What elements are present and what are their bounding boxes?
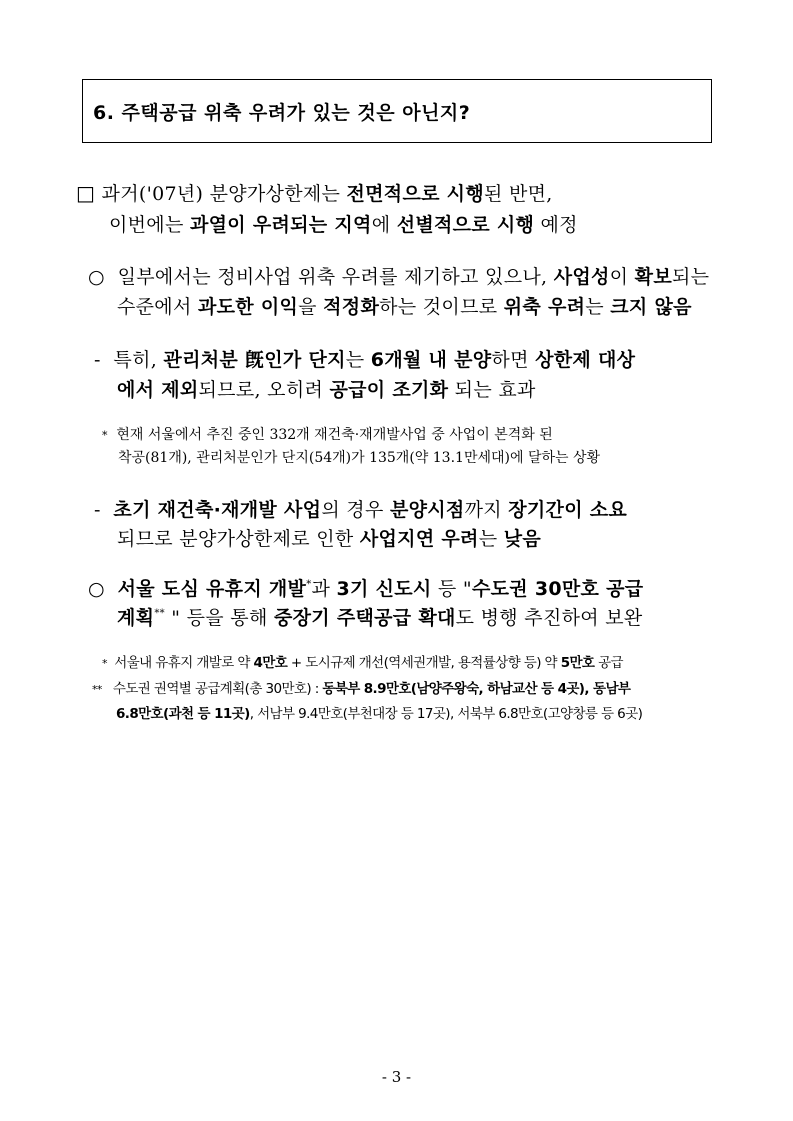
bold-text: 분양시점 — [389, 499, 465, 521]
text: 을 — [298, 296, 324, 318]
bold-text: 초기 재건축·재개발 사업 — [113, 499, 322, 521]
bold-text: 6개월 내 분양 — [370, 349, 492, 371]
bold-text: 장기간이 소요 — [508, 499, 628, 521]
footnote-line — [116, 702, 642, 722]
footnote-text: 현재 서울에서 추진 중인 332개 재건축·재개발사업 중 사업이 본격화 된 — [116, 427, 553, 443]
paragraph-line — [117, 524, 541, 551]
text: 도 병행 추진하여 보완 — [455, 607, 643, 629]
text: 과거('07년) 분양가상한제는 — [101, 183, 347, 205]
text: 이 — [609, 266, 635, 288]
bold-text: 서울 도심 유휴지 개발 — [117, 578, 307, 600]
footnote-line — [102, 424, 553, 444]
bold-text: 적정화 — [323, 296, 380, 318]
text: 는 — [585, 296, 611, 318]
paragraph-line — [94, 495, 627, 522]
bold-text: 전면적으로 시행 — [346, 183, 484, 205]
paragraph-line — [109, 210, 578, 237]
bold-text: 과도한 이익 — [197, 296, 299, 318]
footnote-bold: 5만호 — [560, 655, 595, 671]
paragraph-line — [94, 345, 635, 372]
circle-bullet-icon: ○ — [88, 578, 105, 600]
footnote-text: 서울내 유휴지 개발로 약 — [114, 655, 254, 671]
text: 된 반면, — [484, 183, 553, 205]
footnote-ref: * — [306, 579, 312, 590]
bold-text: 공급이 조기화 — [329, 379, 449, 401]
bold-text: 선별적으로 시행 — [396, 214, 535, 236]
bold-text: 확보 — [634, 266, 672, 288]
text: 는 — [345, 349, 371, 371]
text: 의 경우 — [321, 499, 390, 521]
paragraph-line — [117, 292, 692, 319]
text: 되므로 분양가상한제로 인한 — [117, 528, 360, 550]
paragraph-line — [117, 375, 536, 402]
footnote-bold: 4만호 — [253, 655, 288, 671]
bold-text: 수도권 30만호 공급 — [471, 578, 644, 600]
paragraph-line — [88, 262, 709, 289]
text: 되므로, 오히려 — [198, 379, 330, 401]
text: 는 — [478, 528, 504, 550]
paragraph-line — [76, 179, 553, 206]
footnote-bold: 6.8만호(과천 등 11곳) — [116, 706, 250, 722]
text: 에 — [371, 214, 397, 236]
bold-text: 계획 — [117, 607, 155, 629]
text: 하는 것이므로 — [379, 296, 504, 318]
bold-text: 관리처분 旣인가 단지 — [163, 349, 346, 371]
section-title: 6. 주택공급 위축 우려가 있는 것은 아닌지? — [93, 102, 471, 124]
bold-text: 상한제 대상 — [535, 349, 636, 371]
text: 이번에는 — [109, 214, 190, 236]
bold-text: 위축 우려 — [503, 296, 586, 318]
text: 되는 효과 — [448, 379, 536, 401]
text: 하면 — [491, 349, 536, 371]
footnote-text: , 서남부 9.4만호(부천대장 등 17곳), 서북부 6.8만호(고양창릉 등 6곳) — [249, 706, 643, 722]
asterisk-marker: * — [102, 429, 108, 442]
bold-text: 낮음 — [503, 528, 542, 550]
bold-text: 중장기 주택공급 확대 — [273, 607, 456, 629]
bold-text: 사업지연 우려 — [359, 528, 479, 550]
page-number: - 3 - — [381, 1068, 412, 1086]
text: 일부에서는 정비사업 위축 우려를 제기하고 있으나, — [117, 266, 554, 288]
text: 까지 — [464, 499, 509, 521]
text: 과 — [311, 578, 337, 600]
footnote-bold: 동북부 8.9만호(남양주왕숙, 하남교산 등 4곳), 동남부 — [322, 681, 631, 697]
asterisk-marker: * — [102, 657, 107, 670]
bold-text: 과열이 우려되는 지역 — [189, 214, 372, 236]
footnote-text: + 도시규제 개선(역세권개발, 용적률상향 등) 약 — [287, 655, 561, 671]
text: 예정 — [534, 214, 578, 236]
text: 등 " — [431, 578, 472, 600]
square-bullet-icon: □ — [76, 181, 96, 205]
text: 특히, — [113, 349, 164, 371]
text: " 등을 통해 — [164, 607, 274, 629]
footnote-text: 착공(81개), 관리처분인가 단지(54개)가 135개(약 13.1만세대)에 달하는 상황 — [118, 450, 601, 466]
dash-bullet: - — [94, 499, 101, 521]
footnote-text: 수도권 권역별 공급계획(총 30만호) : — [112, 681, 323, 697]
footnote-line — [102, 651, 623, 671]
circle-bullet-icon: ○ — [88, 266, 105, 288]
dash-bullet: - — [94, 349, 101, 371]
bold-text: 크지 않음 — [610, 296, 692, 318]
bold-text: 사업성 — [553, 266, 610, 288]
paragraph-line — [117, 603, 643, 630]
paragraph-line — [88, 574, 643, 601]
section-title-box — [82, 79, 712, 143]
footnote-text: 공급 — [594, 655, 623, 671]
double-asterisk-marker: ** — [92, 683, 102, 696]
footnote-line — [92, 677, 630, 697]
footnote-ref: ** — [154, 608, 165, 619]
text: 되는 — [671, 266, 710, 288]
bold-text: 에서 제외 — [117, 379, 199, 401]
footnote-line — [118, 447, 600, 467]
text: 수준에서 — [117, 296, 198, 318]
bold-text: 3기 신도시 — [336, 578, 432, 600]
